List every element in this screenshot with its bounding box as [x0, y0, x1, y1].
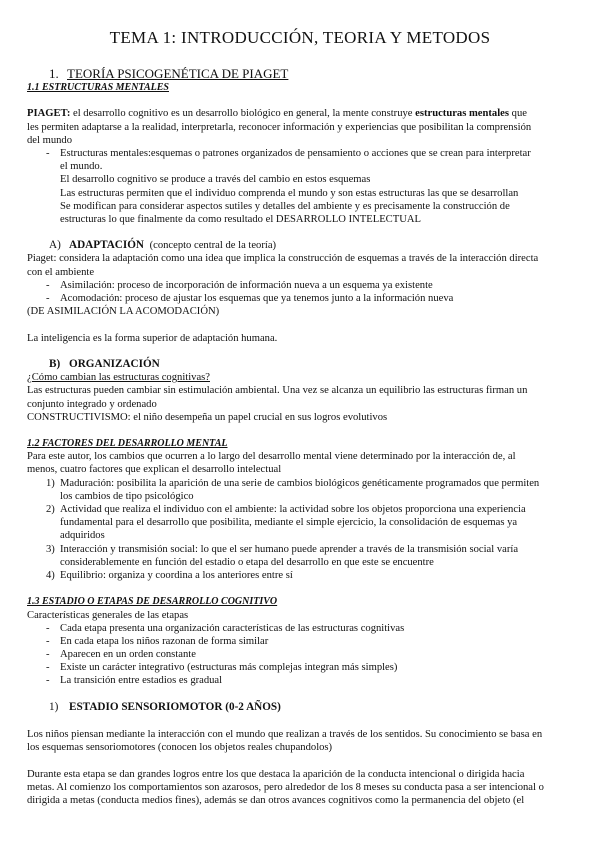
text-line: La inteligencia es la forma superior de adaptación humana.	[27, 332, 278, 344]
etapas-list	[27, 622, 577, 688]
dash: -	[46, 622, 50, 634]
bullet-item	[27, 147, 577, 160]
heading-text: ADAPTACIÓN	[69, 239, 144, 252]
text-line: dirigida a metas (conducta medios fines), además se dan otros avances cognitivos como la permanencia del objeto (el	[27, 794, 525, 806]
bullet-text: Acomodación: proceso de ajustar los esquemas que ya tenemos junto a la información nueva	[60, 293, 454, 304]
etapa-item	[27, 622, 577, 635]
letter: B)	[49, 357, 61, 370]
dash: -	[46, 662, 50, 674]
text-line: Para este autor, los cambios que ocurren a lo largo del desarrollo mental viene determinado por la interacción de, al	[27, 451, 516, 463]
factor-item	[27, 490, 577, 503]
etapa-item	[27, 648, 577, 661]
document-title: TEMA 1: INTRODUCCIÓN, TEORIA Y METODOS	[109, 28, 491, 47]
text-line: Piaget: considera la adaptación como una idea que implica la construcción de esquemas a través de la interacción directa	[27, 253, 539, 265]
etapa-text: Existe un carácter integrativo (estructuras más complejas integran más simples)	[60, 662, 398, 674]
subsection-heading-1-1: 1.1 ESTRUCTURAS MENTALES	[27, 82, 169, 93]
factor-text: los cambios de tipo psicológico	[60, 490, 194, 502]
question-line: ¿Cómo cambian las estructuras cognitivas?	[27, 372, 210, 384]
subsection-heading-1-3: 1.3 ESTADIO O ETAPAS DE DESARROLLO COGNITIVO	[27, 596, 278, 608]
text-line: metas. Al comienzo los comportamientos son azarosos, pero alrededor de los 8 meses su conducta pasa a ser intencional o	[27, 781, 544, 793]
text-line: Durante esta etapa se dan grandes logros entre los que destaca la aparición de la conducta intencional o dirigida hacia	[27, 768, 525, 780]
item-number: 2)	[46, 504, 55, 515]
factor-item	[27, 516, 577, 529]
text-line: Características generales de las etapas	[27, 609, 189, 621]
bullet-text: el mundo.	[60, 161, 103, 173]
factor-item	[27, 569, 577, 582]
subsection-heading-1-2: 1.2 FACTORES DEL DESARROLLO MENTAL	[27, 438, 228, 450]
number: 1)	[49, 700, 59, 713]
bullet-item	[27, 292, 577, 305]
text-line: del mundo	[27, 134, 73, 146]
dash: -	[46, 147, 50, 159]
estadio-heading	[49, 701, 577, 715]
bullet-text: Estructuras mentales:esquemas o patrones organizados de pensamiento o acciones que se crean para interpretar	[60, 147, 531, 159]
item-number: 4)	[46, 569, 55, 581]
factor-item	[27, 477, 577, 490]
bullet-text: Asimilación: proceso de incorporación de información nueva a un esquema ya existente	[60, 279, 433, 291]
item-number: 3)	[46, 543, 55, 555]
etapa-item	[27, 674, 577, 687]
factor-text: Interacción y transmisión social: lo que el ser humano puede aprender a través de la transmisión social varía	[60, 543, 519, 555]
heading-text: ORGANIZACIÓN	[69, 357, 160, 370]
dash: -	[46, 649, 50, 661]
dash: -	[46, 675, 50, 687]
heading-text: ESTADIO SENSORIOMOTOR (0-2 AÑOS)	[69, 700, 281, 713]
factor-text: adquiridos	[60, 530, 105, 542]
adaptacion-heading	[49, 239, 577, 252]
factor-text: fundamental para el desarrollo que posibilita, mediante el simple ejercicio, la consolidación de esquemas ya	[60, 517, 518, 529]
letter: A)	[49, 239, 61, 252]
bold-term: estructuras mentales	[415, 108, 509, 120]
factor-item	[27, 503, 577, 516]
dash: -	[46, 635, 50, 647]
heading-note: (concepto central de la teoría)	[149, 240, 277, 252]
item-number: 1)	[46, 477, 55, 489]
text-line: CONSTRUCTIVISMO: el niño desempeña un papel crucial en sus logros evolutivos	[27, 411, 388, 423]
text: el desarrollo cognitivo es un desarrollo biológico en general, la mente construye	[70, 108, 416, 120]
text: que	[509, 108, 527, 120]
bullet-text: Se modifican para considerar aspectos sutiles y detalles del ambiente y es precisamente la construcción de	[60, 200, 510, 212]
dash: -	[46, 293, 50, 304]
factor-text: Maduración: posibilita la aparición de una serie de cambios biológicos genéticamente programados que permiten	[60, 477, 540, 489]
text-line: los esquemas sensoriomotores (conocen los objetos reales chupandolos)	[27, 742, 333, 754]
etapa-item	[27, 635, 577, 648]
text-line: les permiten adaptarse a la realidad, interpretarla, reconocer información y experiencias que posibilitan la comprensión	[27, 121, 532, 133]
piaget-label: PIAGET:	[27, 108, 71, 120]
organizacion-heading	[49, 358, 577, 371]
text-line: con el ambiente	[27, 266, 95, 278]
dash: -	[46, 279, 50, 291]
bullet-text: El desarrollo cognitivo se produce a través del cambio en estos esquemas	[60, 174, 371, 186]
section-heading	[49, 67, 577, 81]
bullet-text: Las estructuras permiten que el individuo comprenda el mundo y son estas estructuras las que se desarrollan	[60, 187, 519, 199]
text-line: conjunto integrado y ordenado	[27, 398, 157, 410]
document-body	[27, 67, 577, 807]
etapa-text: Aparecen en un orden constante	[60, 649, 196, 661]
text-line: menos, cuatro factores que explican el desarrollo intelectual	[27, 464, 282, 476]
factor-item	[27, 529, 577, 542]
text-line: Las estructuras pueden cambiar sin estimulación ambiental. Una vez se alcanza un equilibrio las estructuras firman un	[27, 385, 528, 397]
factor-text: considerablemente en función del estadio o etapa del desarrollo en que este se encuentre	[60, 556, 434, 568]
section-title: TEORÍA PSICOGENÉTICA DE PIAGET	[67, 66, 289, 81]
factores-list	[27, 477, 577, 583]
factor-text: Equilibrio: organiza y coordina a los anteriores entre sí	[60, 569, 293, 581]
etapa-text: La transición entre estadios es gradual	[60, 675, 223, 687]
etapa-text: Cada etapa presenta una organización características de las estructuras cognitivas	[60, 622, 405, 634]
text-line: Los niños piensan mediante la interacción con el mundo que realizan a través de los sentidos. Su conocimiento se basa en	[27, 729, 543, 740]
piaget-line	[27, 107, 577, 120]
bullet-item	[27, 279, 577, 292]
factor-item	[27, 556, 577, 569]
factor-text: Actividad que realiza el individuo con el ambiente: la actividad sobre los objetos proporciona una experiencia	[60, 504, 526, 515]
text-line: (DE ASIMILACIÓN LA ACOMODACIÓN)	[27, 306, 220, 318]
section-number: 1.	[49, 66, 59, 81]
factor-item	[27, 543, 577, 556]
etapa-item	[27, 661, 577, 674]
bullet-text: estructuras lo que finalmente da como resultado el DESARROLLO INTELECTUAL	[60, 213, 421, 225]
etapa-text: En cada etapa los niños razonan de forma similar	[60, 635, 269, 647]
